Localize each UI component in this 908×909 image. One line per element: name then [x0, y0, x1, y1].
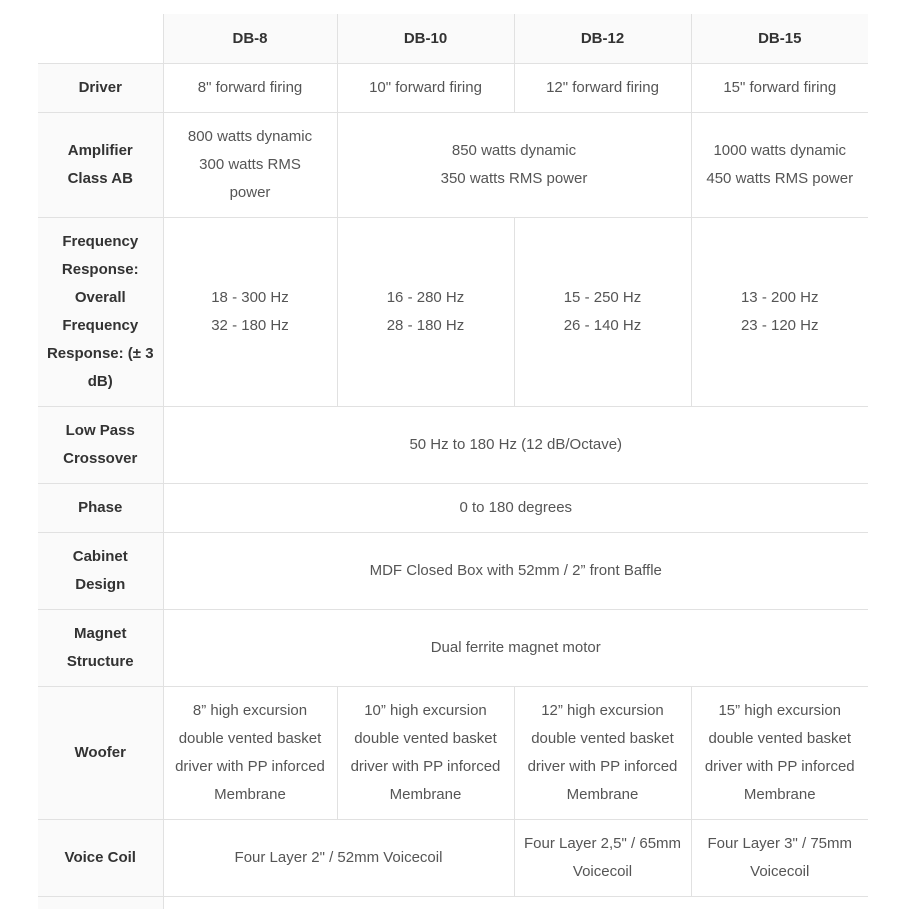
freq-db12-overall: 15 - 250 Hz [563, 289, 642, 306]
amp-db10-12-line-2: 350 watts RMS power [440, 170, 588, 187]
freq-db10-3db: 28 - 180 Hz [386, 317, 465, 334]
cell-woofer-db12: 12” high excursion double vented basket driver with PP inforced Membrane [514, 687, 691, 820]
cell-voice-coil-db12: Four Layer 2,5" / 65mm Voicecoil [514, 820, 691, 897]
cell-low-pass-all: 50 Hz to 180 Hz (12 dB/Octave) [163, 407, 868, 484]
spec-table [38, 14, 868, 897]
cell-voice-coil-db15: Four Layer 3" / 75mm Voicecoil [691, 820, 868, 897]
cell-woofer-db8: 8” high excursion double vented basket driver with PP inforced Membrane [163, 687, 337, 820]
cell-phase-all: 0 to 180 degrees [163, 484, 868, 533]
cell-driver-db15: 15" forward firing [691, 64, 868, 113]
cell-amplifier-db10-db12 [337, 113, 691, 218]
row-driver [38, 64, 868, 113]
cell-frequency-db8 [163, 218, 337, 407]
amp-db8-line-1: 800 watts dynamic [187, 128, 313, 145]
cell-cabinet-all: MDF Closed Box with 52mm / 2” front Baffle [163, 533, 868, 610]
column-header-db8: DB-8 [163, 14, 337, 64]
header-row [38, 14, 868, 64]
row-low-pass [38, 407, 868, 484]
row-phase [38, 484, 868, 533]
freq-db10-overall: 16 - 280 Hz [386, 289, 465, 306]
freq-db8-3db: 32 - 180 Hz [211, 317, 289, 334]
row-woofer [38, 687, 868, 820]
cell-woofer-db10: 10” high excursion double vented basket driver with PP inforced Membrane [337, 687, 514, 820]
amp-db8-line-2: 300 watts RMS [199, 156, 301, 173]
row-label-woofer: Woofer [38, 687, 163, 820]
header-corner [38, 14, 163, 64]
next-row-partial [38, 896, 868, 909]
cell-woofer-db15: 15” high excursion double vented basket driver with PP inforced Membrane [691, 687, 868, 820]
next-row-divider [163, 897, 164, 909]
cell-driver-db12: 12" forward firing [514, 64, 691, 113]
cell-driver-db10: 10" forward firing [337, 64, 514, 113]
cell-voice-coil-db8-db10: Four Layer 2" / 52mm Voicecoil [163, 820, 514, 897]
cell-amplifier-db15 [691, 113, 868, 218]
row-voice-coil [38, 820, 868, 897]
cell-driver-db8: 8" forward firing [163, 64, 337, 113]
row-label-driver: Driver [38, 64, 163, 113]
row-label-voice-coil: Voice Coil [38, 820, 163, 897]
cell-amplifier-db8 [163, 113, 337, 218]
row-label-low-pass: Low Pass Crossover [38, 407, 163, 484]
row-label-phase: Phase [38, 484, 163, 533]
freq-db15-overall: 13 - 200 Hz [740, 289, 819, 306]
row-frequency [38, 218, 868, 407]
freq-db12-3db: 26 - 140 Hz [563, 317, 642, 334]
row-label-cabinet: Cabinet Design [38, 533, 163, 610]
cell-magnet-all: Dual ferrite magnet motor [163, 610, 868, 687]
cell-frequency-db10 [337, 218, 514, 407]
row-amplifier [38, 113, 868, 218]
column-header-db15: DB-15 [691, 14, 868, 64]
cell-frequency-db12 [514, 218, 691, 407]
cell-frequency-db15 [691, 218, 868, 407]
row-label-amplifier: Amplifier Class AB [38, 113, 163, 218]
row-label-frequency: Frequency Response: Overall Frequency Response: (± 3 dB) [38, 218, 163, 407]
next-row-label-cell [38, 897, 163, 909]
amp-db10-12-line-1: 850 watts dynamic [451, 142, 577, 159]
row-label-magnet: Magnet Structure [38, 610, 163, 687]
row-cabinet [38, 533, 868, 610]
amp-db15-line-2: 450 watts RMS power [706, 170, 854, 187]
row-magnet [38, 610, 868, 687]
freq-db15-3db: 23 - 120 Hz [740, 317, 819, 334]
amp-db8-line-3: power [229, 184, 271, 201]
column-header-db10: DB-10 [337, 14, 514, 64]
column-header-db12: DB-12 [514, 14, 691, 64]
freq-db8-overall: 18 - 300 Hz [211, 289, 289, 306]
amp-db15-line-1: 1000 watts dynamic [713, 142, 847, 159]
